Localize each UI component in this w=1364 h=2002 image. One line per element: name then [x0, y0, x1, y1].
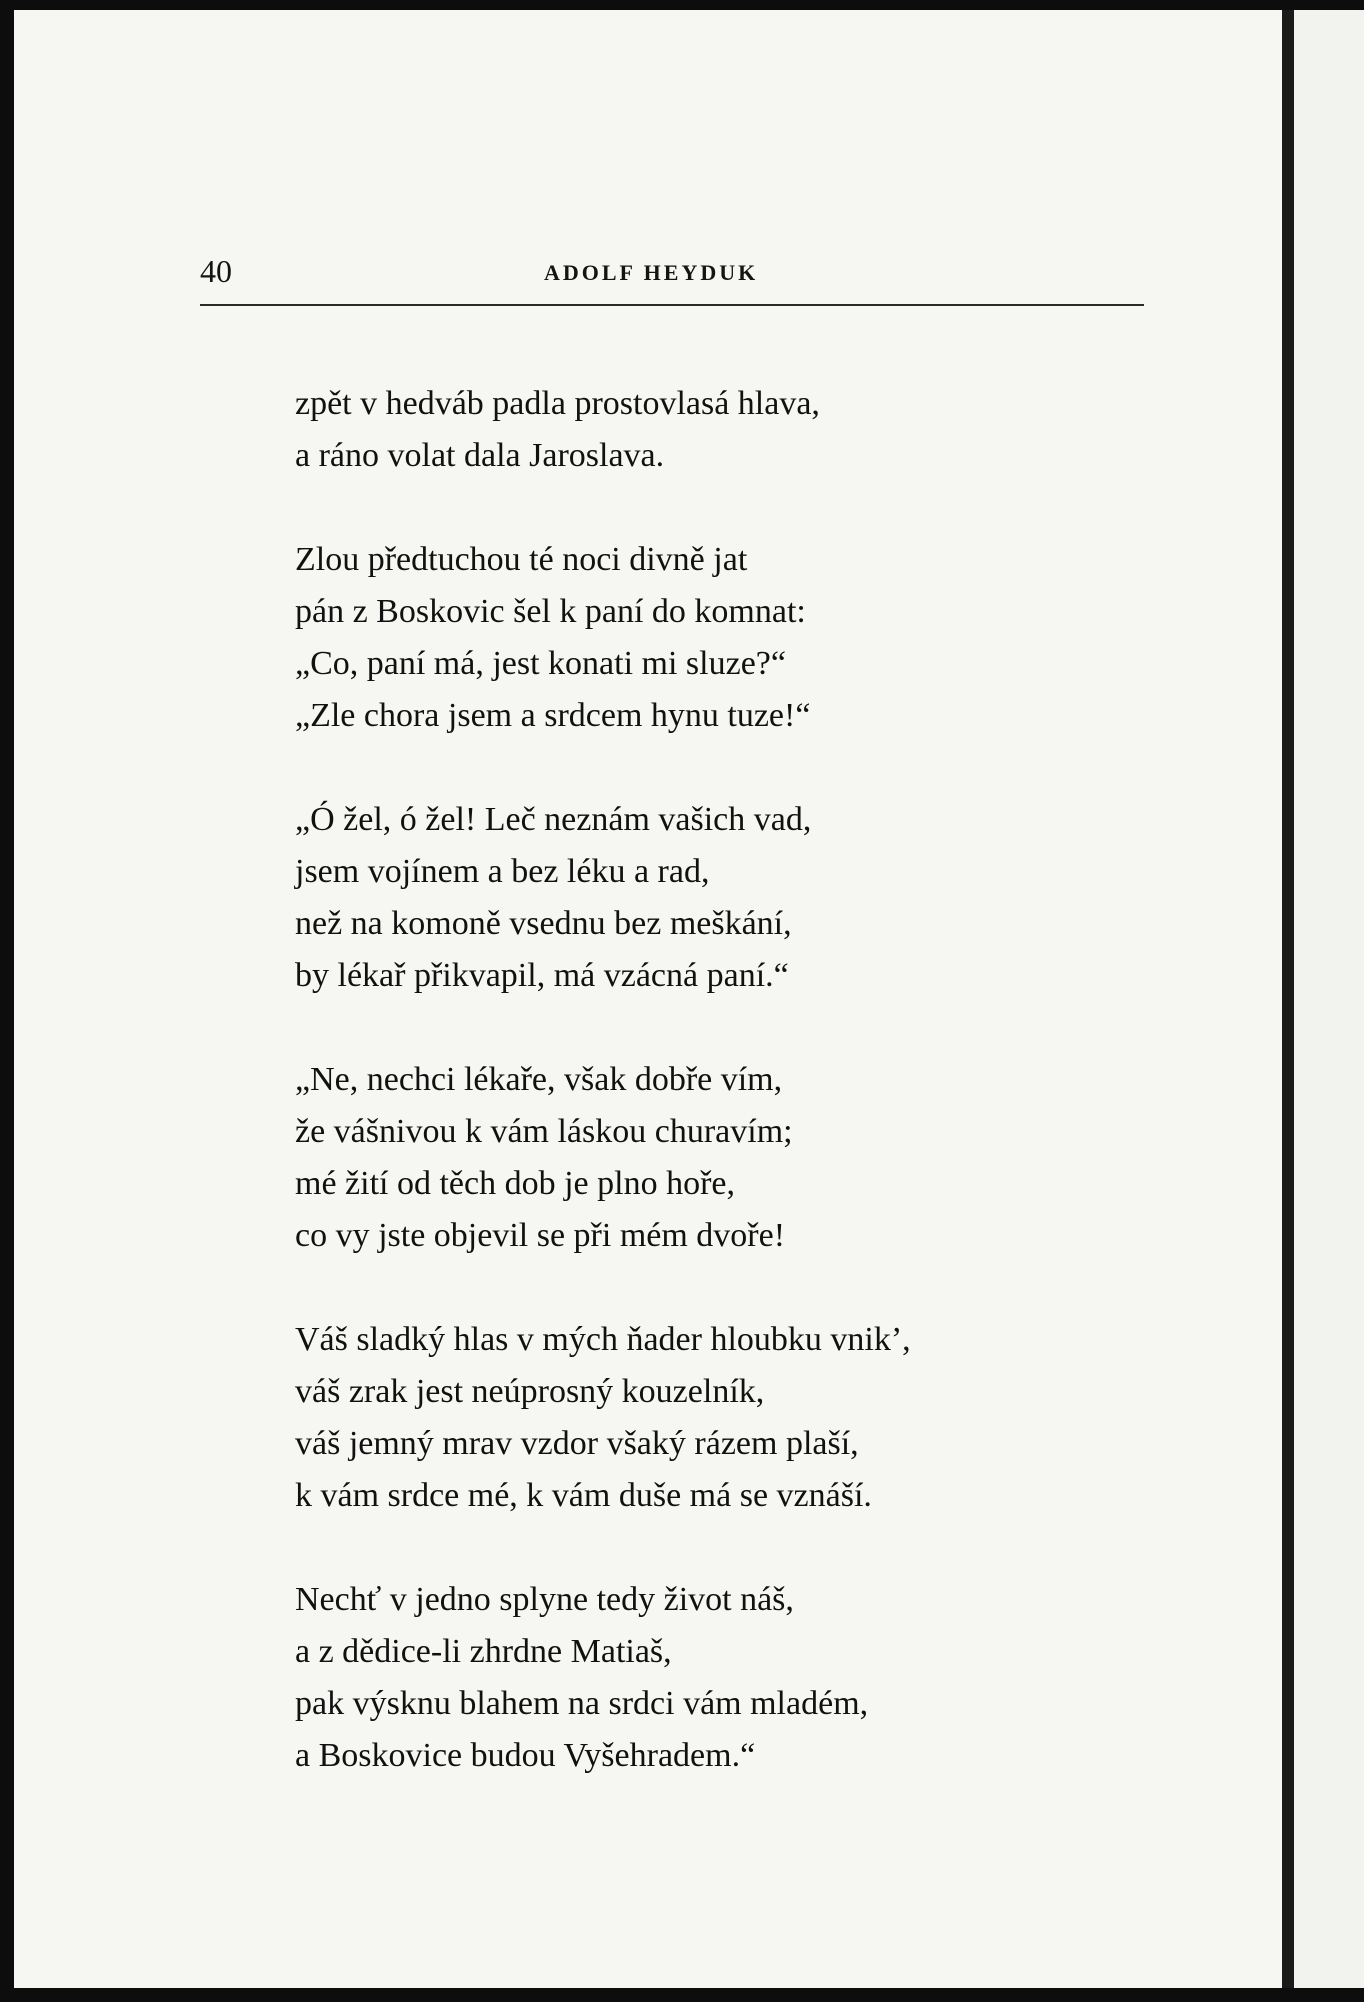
verse-line: pak výsknu blahem na srdci vám mladém, — [295, 1685, 869, 1722]
page-gutter — [1282, 10, 1294, 1988]
verse-line: Váš sladký hlas v mých ňader hloubku vnik’, — [295, 1321, 911, 1358]
stanza — [295, 794, 1195, 1002]
verse-line: co vy jste objevil se při mém dvoře! — [295, 1217, 786, 1254]
verse-line: „Co, paní má, jest konati mi sluze?“ — [295, 645, 786, 682]
verse-line: váš jemný mrav vzdor všaký rázem plaší, — [295, 1425, 859, 1462]
running-head: ADOLF HEYDUK — [544, 260, 759, 285]
verse-line: by lékař přikvapil, má vzácná paní.“ — [295, 957, 789, 994]
verse-line: „Ó žel, ó žel! Leč neznám vašich vad, — [295, 801, 812, 838]
verse-line: „Ne, nechci lékaře, však dobře vím, — [295, 1061, 783, 1098]
verse-line: Nechť v jedno splyne tedy život náš, — [295, 1581, 794, 1618]
verse-line: mé žití od těch dob je plno hoře, — [295, 1165, 735, 1202]
stanza — [295, 1314, 1195, 1522]
stanza — [295, 378, 1195, 482]
verse-line: a Boskovice budou Vyšehradem.“ — [295, 1737, 756, 1774]
verse-line: a z dědice-li zhrdne Matiaš, — [295, 1633, 672, 1670]
verse-line: než na komoně vsednu bez meškání, — [295, 905, 792, 942]
verse-line: pán z Boskovic šel k paní do komnat: — [295, 593, 806, 630]
poem-text — [295, 378, 1195, 1834]
page-number: 40 — [200, 253, 232, 289]
stanza — [295, 534, 1195, 742]
verse-line: jsem vojínem a bez léku a rad, — [295, 853, 710, 890]
page-header — [200, 245, 1144, 305]
verse-line: k vám srdce mé, k vám duše má se vznáší. — [295, 1477, 872, 1514]
adjacent-page-edge — [1294, 10, 1364, 1988]
header-rule — [200, 304, 1144, 306]
verse-line: váš zrak jest neúprosný kouzelník, — [295, 1373, 765, 1410]
verse-line: a ráno volat dala Jaroslava. — [295, 437, 665, 474]
stanza — [295, 1054, 1195, 1262]
stanza — [295, 1574, 1195, 1782]
verse-line: že vášnivou k vám láskou churavím; — [295, 1113, 793, 1150]
verse-line: „Zle chora jsem a srdcem hynu tuze!“ — [295, 697, 811, 734]
verse-line: Zlou předtuchou té noci divně jat — [295, 541, 748, 578]
verse-line: zpět v hedváb padla prostovlasá hlava, — [295, 385, 820, 422]
